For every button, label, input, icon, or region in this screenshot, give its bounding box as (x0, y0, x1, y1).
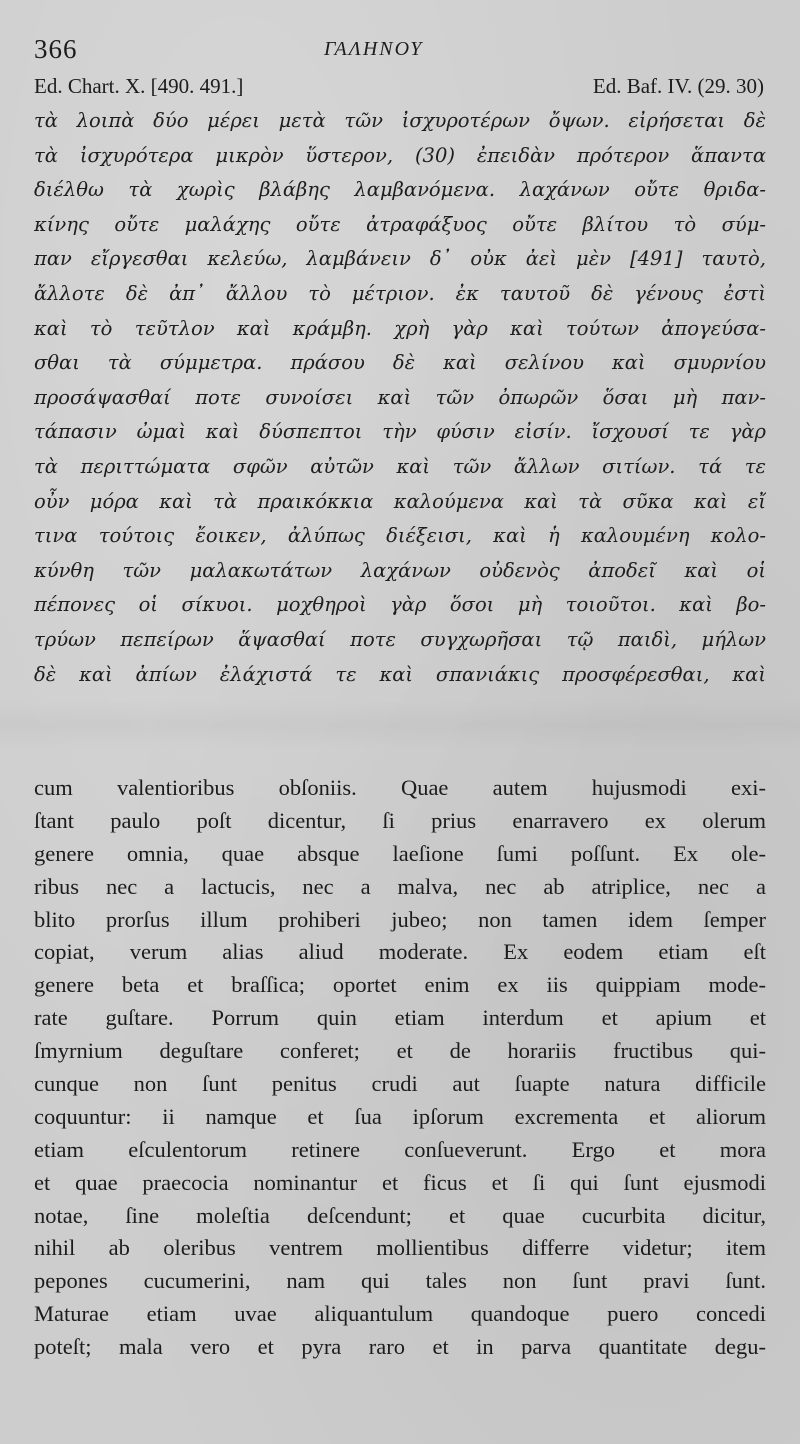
greek-line: τὰ ἰσχυρότερα μικρὸν ὕστερον, (30) ἐπειδὰν πρότερον ἅπαντα (34, 143, 766, 167)
latin-line: ribus nec a lactucis, nec a malva, nec ab atriplice, nec a (34, 873, 766, 899)
latin-line: ſmyrnium deguſtare conferet; et de horariis fructibus qui- (34, 1038, 766, 1064)
greek-line: ἄλλοτε δὲ ἀπ᾽ ἄλλου τὸ μέτριον. ἐκ ταυτοῦ δὲ γένους ἐστὶ (34, 281, 766, 305)
latin-line: copiat, verum alias aliud moderate. Ex eodem etiam eſt (34, 939, 766, 965)
latin-line: blito prorſus illum prohiberi jubeo; non tamen idem ſemper (34, 906, 766, 932)
latin-line: cunque non ſunt penitus crudi aut ſuapte natura difficile (34, 1071, 766, 1097)
greek-line: διέλθω τὰ χωρὶς βλάβης λαμβανόμενα. λαχάνων οὔτε θριδα- (34, 178, 766, 202)
latin-line: ſtant paulo poſt dicentur, ſi prius enarravero ex olerum (34, 807, 766, 833)
latin-line: nihil ab oleribus ventrem mollientibus differre videtur; item (34, 1235, 766, 1261)
latin-line: notae, ſine moleſtia deſcendunt; et quae cucurbita dicitur, (34, 1202, 766, 1228)
greek-line: κίνης οὔτε μαλάχης οὔτε ἀτραφάξυος οὔτε βλίτου τὸ σύμ- (34, 212, 766, 236)
greek-line: τὰ λοιπὰ δύο μέρει μετὰ τῶν ἰσχυροτέρων ὄψων. εἰρήσεται δὲ (34, 109, 766, 132)
greek-line: κύνθη τῶν μαλακωτάτων λαχάνων οὐδενὸς ἀποδεῖ καὶ οἱ (34, 558, 766, 582)
edition-reference-chartier: Ed. Chart. X. [490. 491.] (34, 74, 244, 98)
greek-line: τὰ περιττώματα σφῶν αὐτῶν καὶ τῶν ἄλλων σιτίων. τά τε (34, 454, 766, 478)
edition-references (34, 74, 764, 104)
latin-line: poteſt; mala vero et pyra raro et in parva quantitate degu- (34, 1334, 766, 1360)
latin-line: rate guſtare. Porrum quin etiam interdum et apium et (34, 1005, 766, 1031)
show-through-shadow (0, 700, 800, 750)
greek-line: οὖν μόρα καὶ τὰ πραικόκκια καλούμενα καὶ τὰ σῦκα καὶ εἴ (34, 489, 766, 513)
greek-line: δὲ καὶ ἀπίων ἐλάχιστά τε καὶ σπανιάκις προσφέρεσθαι, καὶ (34, 662, 766, 686)
greek-line: τάπασιν ὠμαὶ καὶ δύσπεπτοι τὴν φύσιν εἰσίν. ἴσχουσί τε γὰρ (34, 420, 766, 444)
greek-line: πέπονες οἱ σίκυοι. μοχθηροὶ γὰρ ὅσοι μὴ τοιοῦτοι. καὶ βο- (34, 593, 766, 617)
greek-line: προσάψασθαί ποτε συνοίσει καὶ τῶν ὀπωρῶν ὅσαι μὴ παν- (34, 385, 766, 409)
latin-line: et quae praecocia nominantur et ficus et ſi qui ſunt ejusmodi (34, 1169, 766, 1195)
page-header (34, 34, 764, 68)
page-number: 366 (34, 34, 78, 64)
greek-line: τινα τούτοις ἔοικεν, ἀλύπως διέξεισι, καὶ ἡ καλουμένη κολο- (34, 524, 766, 548)
latin-line: cum valentioribus obſoniis. Quae autem hujusmodi exi- (34, 775, 766, 800)
latin-line: genere beta et braſſica; oportet enim ex iis quippiam mode- (34, 972, 766, 998)
greek-line: σθαι τὰ σύμμετρα. πράσου δὲ καὶ σελίνου καὶ σμυρνίου (34, 351, 766, 375)
greek-line: παν εἴργεσθαι κελεύω, λαμβάνειν δ᾽ οὐκ ἀεὶ μὲν [491] ταυτὸ, (34, 247, 766, 271)
latin-line: pepones cucumerini, nam qui tales non ſunt pravi ſunt. (34, 1268, 766, 1294)
edition-reference-basel: Ed. Baf. IV. (29. 30) (592, 74, 764, 98)
latin-line: coquuntur: ii namque et ſua ipſorum excrementa et aliorum (34, 1103, 766, 1129)
greek-line: τρύων πεπείρων ἅψασθαί ποτε συγχωρῆσαι τῷ παιδὶ, μήλων (34, 627, 766, 651)
latin-line: Maturae etiam uvae aliquantulum quandoque puero concedi (34, 1301, 766, 1327)
greek-line: καὶ τὸ τεῦτλον καὶ κράμβη. χρὴ γὰρ καὶ τούτων ἀπογεύσα- (34, 316, 766, 340)
running-title: ΓΑΛΗΝΟΥ (324, 38, 424, 60)
latin-line: genere omnia, quae absque laeſione ſumi poſſunt. Ex ole- (34, 840, 766, 866)
latin-text-block (34, 772, 766, 1364)
greek-text-block (34, 104, 766, 692)
latin-line: etiam eſculentorum retinere conſueverunt. Ergo et mora (34, 1136, 766, 1162)
